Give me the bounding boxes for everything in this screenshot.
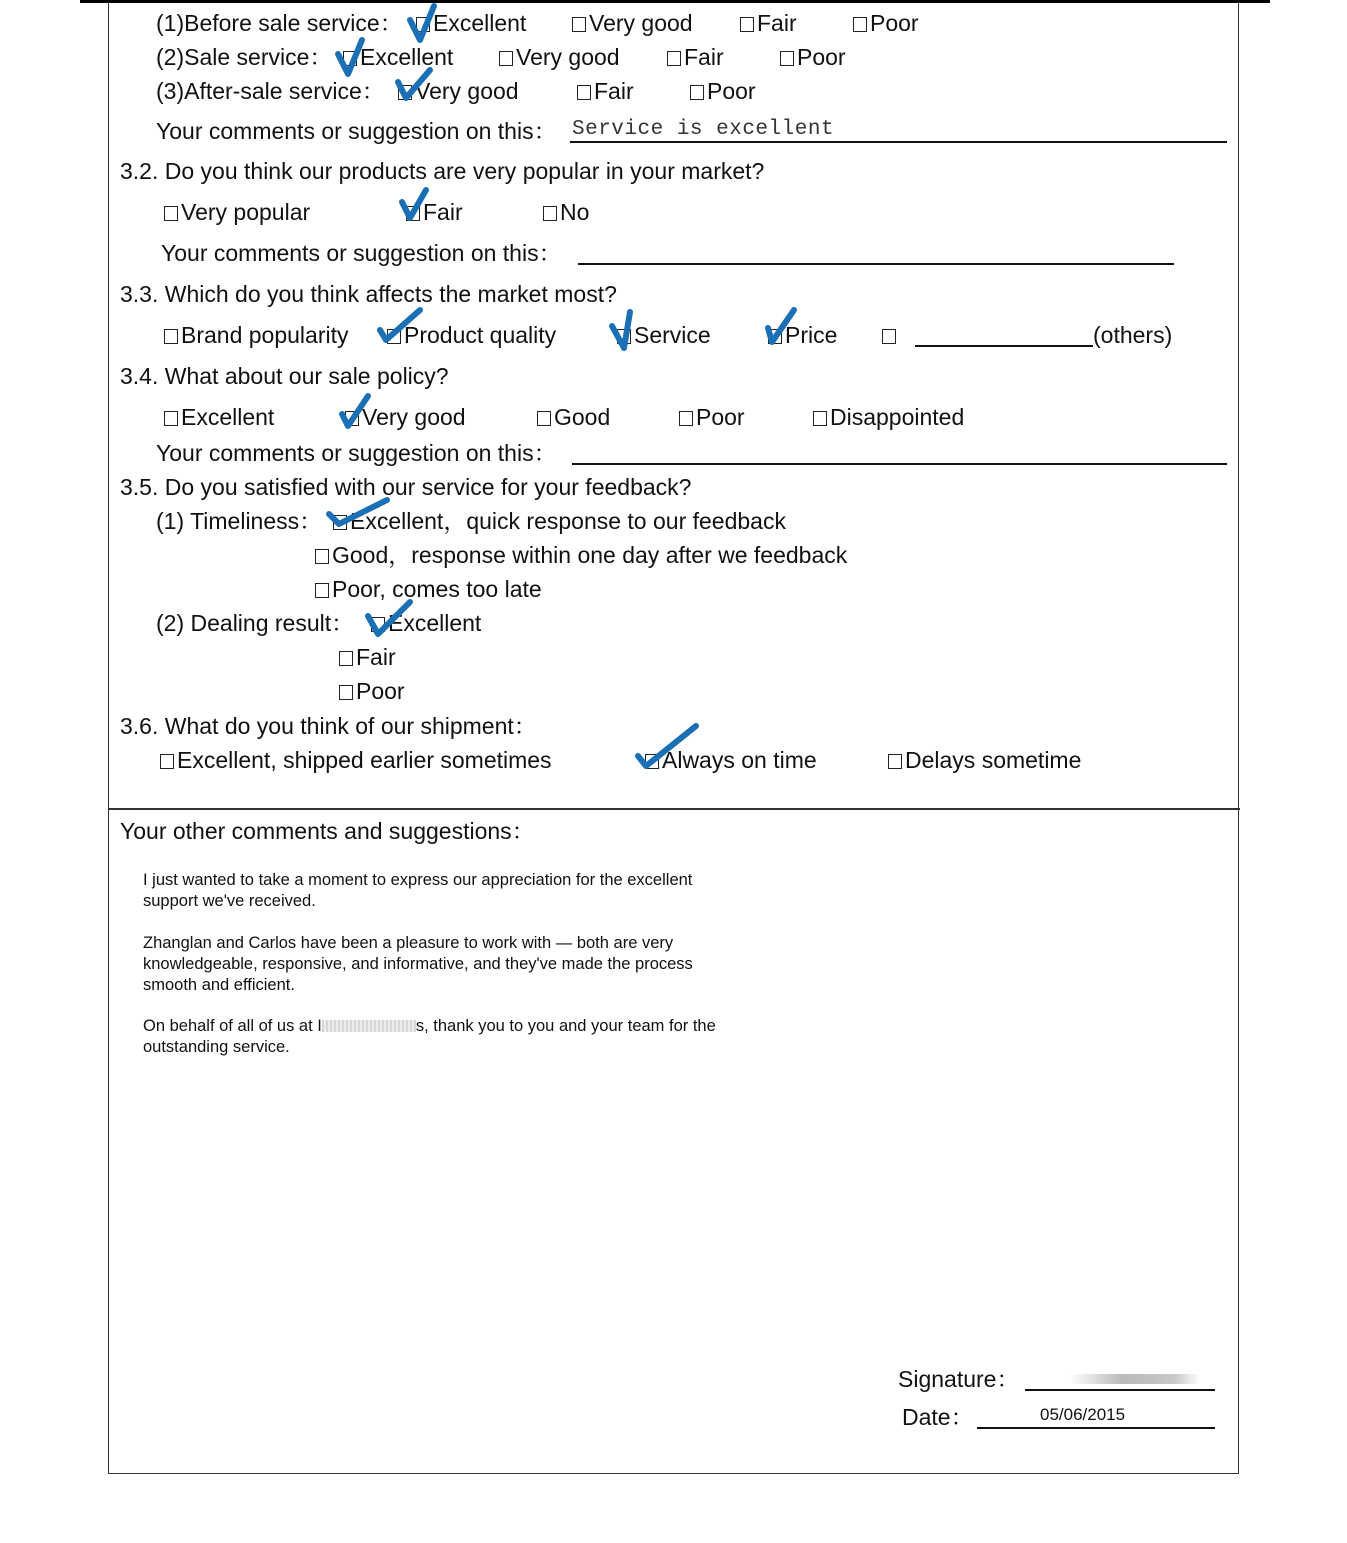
others-suffix: (others) (1093, 322, 1173, 348)
section-divider (108, 808, 1240, 810)
before-sale-label: (1)Before sale service： (156, 10, 403, 36)
shipment-excellent[interactable]: Excellent, shipped earlier sometimes (160, 747, 552, 773)
checkbox[interactable] (160, 754, 174, 769)
comment-label-3-4: Your comments or suggestion on this： (156, 440, 557, 466)
check-mark-icon (334, 36, 370, 80)
checkbox[interactable] (813, 411, 827, 426)
market-price[interactable]: Price (768, 322, 837, 348)
redacted-company-name (322, 1020, 416, 1032)
comment-paragraph-1: I just wanted to take a moment to express our appreciation for the excellent support we've received. (143, 871, 693, 910)
market-others[interactable] (882, 322, 899, 348)
checkbox[interactable] (572, 17, 586, 32)
checkbox[interactable] (315, 583, 329, 598)
checkbox[interactable] (499, 51, 513, 66)
popular-no[interactable]: No (543, 199, 589, 225)
redacted-signature (1070, 1374, 1200, 1384)
comment-underline-3-1 (570, 141, 1227, 143)
after-sale-very-good[interactable]: Very good (398, 78, 519, 104)
after-sale-label: (3)After-sale service： (156, 78, 385, 104)
policy-disappointed[interactable]: Disappointed (813, 404, 964, 430)
checkbox[interactable] (577, 85, 591, 100)
checkbox[interactable] (690, 85, 704, 100)
timeliness-poor[interactable]: Poor, comes too late (315, 576, 542, 602)
checkbox[interactable] (164, 411, 178, 426)
comment-label-3-2: Your comments or suggestion on this： (161, 240, 562, 266)
checkbox[interactable] (164, 206, 178, 221)
sale-service-poor[interactable]: Poor (780, 44, 846, 70)
question-3-2: 3.2. Do you think our products are very popular in your market? (120, 158, 765, 184)
check-mark-icon (762, 306, 798, 348)
before-sale-fair[interactable]: Fair (740, 10, 797, 36)
dealing-result-label: (2) Dealing result： (156, 610, 355, 636)
sale-service-fair[interactable]: Fair (667, 44, 724, 70)
checkbox[interactable] (339, 651, 353, 666)
market-brand-popularity[interactable]: Brand popularity (164, 322, 349, 348)
question-3-4: 3.4. What about our sale policy? (120, 363, 449, 389)
policy-poor[interactable]: Poor (679, 404, 745, 430)
market-service[interactable]: Service (617, 322, 711, 348)
comment-input-3-4[interactable] (572, 463, 1227, 465)
date-field-underline (977, 1427, 1215, 1429)
comment-label-3-1: Your comments or suggestion on this： (156, 118, 557, 144)
sale-service-excellent[interactable]: Excellent (343, 44, 453, 70)
before-sale-very-good[interactable]: Very good (572, 10, 693, 36)
check-mark-icon (398, 186, 434, 224)
checkbox[interactable] (888, 754, 902, 769)
question-3-5: 3.5. Do you satisfied with our service for your feedback? (120, 474, 692, 500)
sale-service-label: (2)Sale service： (156, 44, 333, 70)
timeliness-good[interactable]: Good，response within one day after we feedback (315, 542, 847, 568)
checkbox[interactable] (339, 685, 353, 700)
comment-input-3-2[interactable] (578, 263, 1174, 265)
shipment-delays[interactable]: Delays sometime (888, 747, 1081, 773)
before-sale-excellent[interactable]: Excellent (416, 10, 526, 36)
question-3-6: 3.6. What do you think of our shipment： (120, 713, 537, 739)
other-comments-label: Your other comments and suggestions： (120, 818, 535, 844)
timeliness-excellent[interactable]: Excellent，quick response to our feedback (333, 508, 786, 534)
comment-value-3-1[interactable]: Service is excellent (572, 118, 835, 141)
policy-good[interactable]: Good (537, 404, 610, 430)
checkbox[interactable] (679, 411, 693, 426)
signature-label: Signature： (898, 1366, 1020, 1392)
dealing-poor[interactable]: Poor (339, 678, 405, 704)
checkbox[interactable] (667, 51, 681, 66)
check-mark-icon (406, 2, 442, 46)
checkbox[interactable] (853, 17, 867, 32)
check-mark-icon (364, 598, 416, 640)
dealing-excellent[interactable]: Excellent (371, 610, 481, 636)
timeliness-label: (1) Timeliness： (156, 508, 323, 534)
checkbox[interactable] (740, 17, 754, 32)
checkbox[interactable] (315, 549, 329, 564)
before-sale-poor[interactable]: Poor (853, 10, 919, 36)
check-mark-icon (325, 494, 391, 530)
popular-fair[interactable]: Fair (406, 199, 463, 225)
check-mark-icon (634, 722, 700, 770)
signature-field[interactable] (1025, 1389, 1215, 1391)
date-value[interactable]: 05/06/2015 (1040, 1405, 1126, 1424)
comment-paragraph-2: Zhanglan and Carlos have been a pleasure to work with — both are very knowledgeable, responsive, and informative, and they've made the process smooth and efficient. (143, 934, 693, 994)
after-sale-poor[interactable]: Poor (690, 78, 756, 104)
market-product-quality[interactable]: Product quality (387, 322, 556, 348)
checkbox[interactable] (882, 329, 896, 344)
checkbox[interactable] (780, 51, 794, 66)
checkbox[interactable] (537, 411, 551, 426)
question-3-3: 3.3. Which do you think affects the market most? (120, 281, 617, 307)
check-mark-icon (394, 66, 434, 102)
after-sale-fair[interactable]: Fair (577, 78, 634, 104)
others-input[interactable] (915, 345, 1093, 347)
sale-service-very-good[interactable]: Very good (499, 44, 620, 70)
comment-paragraph-3: On behalf of all of us at I s, thank you to you and your team for the outstanding service. (143, 1017, 716, 1056)
check-mark-icon (608, 308, 642, 354)
popular-very-popular[interactable]: Very popular (164, 199, 310, 225)
policy-very-good[interactable]: Very good (345, 404, 466, 430)
shipment-always-on-time[interactable]: Always on time (645, 747, 817, 773)
date-label: Date： (902, 1404, 974, 1430)
dealing-fair[interactable]: Fair (339, 644, 396, 670)
check-mark-icon (338, 392, 374, 432)
check-mark-icon (376, 306, 424, 344)
checkbox[interactable] (164, 329, 178, 344)
policy-excellent[interactable]: Excellent (164, 404, 274, 430)
checkbox[interactable] (543, 206, 557, 221)
